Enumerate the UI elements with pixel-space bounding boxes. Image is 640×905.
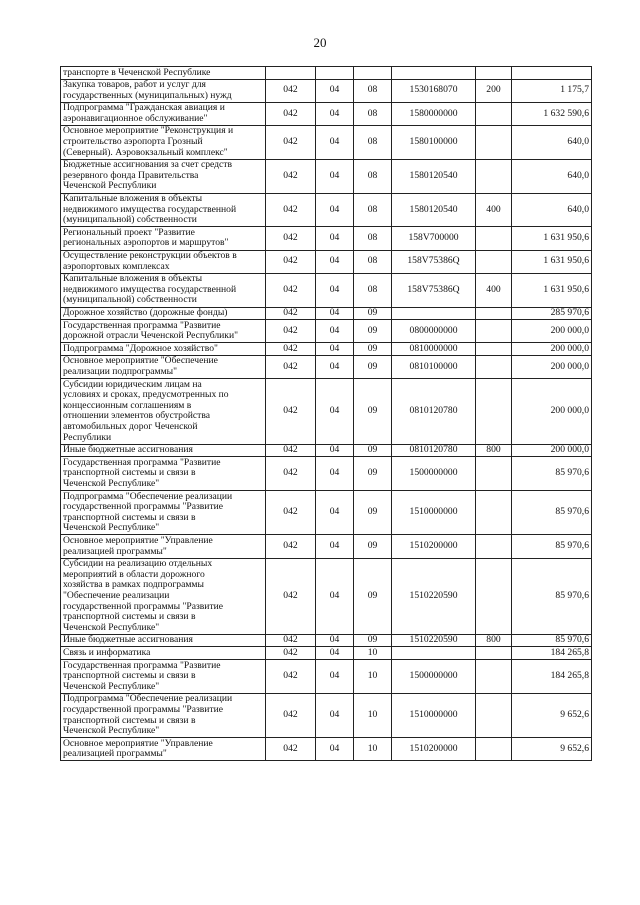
expense-type-code	[476, 125, 512, 159]
table-row	[61, 320, 592, 343]
target-article-code: 1580120540	[392, 159, 476, 193]
ved-code: 042	[266, 159, 316, 193]
amount: 200 000,0	[512, 355, 592, 378]
table-row	[61, 634, 592, 647]
amount: 85 970,6	[512, 634, 592, 647]
table-row	[61, 250, 592, 273]
page-number: 20	[313, 35, 327, 50]
ved-code: 042	[266, 355, 316, 378]
section-code: 04	[316, 693, 354, 737]
subsection-code: 10	[354, 693, 392, 737]
target-article-code: 1510220590	[392, 634, 476, 647]
ved-code: 042	[266, 491, 316, 535]
ved-code: 042	[266, 660, 316, 694]
ved-code: 042	[266, 738, 316, 761]
section-code: 04	[316, 227, 354, 250]
section-code: 04	[316, 125, 354, 159]
row-name: транспорте в Чеченской Республике	[61, 67, 266, 80]
expense-type-code	[476, 491, 512, 535]
ved-code: 042	[266, 102, 316, 125]
expense-type-code	[476, 355, 512, 378]
amount: 640,0	[512, 193, 592, 227]
row-name: Субсидии на реализацию отдельных мероприятий в области дорожного хозяйства в рамках подпрограммы "Обеспечение реализации государственной программы "Развитие транспортной системы и связи в Чеченской Республике"	[61, 558, 266, 634]
ved-code: 042	[266, 343, 316, 356]
row-name: Подпрограмма "Обеспечение реализации государственной программы "Развитие транспортной системы и связи в Чеченской Республике"	[61, 693, 266, 737]
row-name: Государственная программа "Развитие транспортной системы и связи в Чеченской Республике"	[61, 457, 266, 491]
table-row	[61, 159, 592, 193]
subsection-code: 10	[354, 660, 392, 694]
subsection-code: 10	[354, 647, 392, 660]
row-name: Основное мероприятие "Управление реализацией программы"	[61, 535, 266, 558]
row-name: Подпрограмма "Гражданская авиация и аэронавигационное обслуживание"	[61, 102, 266, 125]
section-code: 04	[316, 320, 354, 343]
table-row	[61, 67, 592, 80]
ved-code	[266, 67, 316, 80]
ved-code: 042	[266, 307, 316, 320]
subsection-code: 09	[354, 491, 392, 535]
section-code: 04	[316, 444, 354, 457]
target-article-code	[392, 647, 476, 660]
expense-type-code	[476, 307, 512, 320]
row-name: Государственная программа "Развитие транспортной системы и связи в Чеченской Республике"	[61, 660, 266, 694]
ved-code: 042	[266, 320, 316, 343]
row-name: Закупка товаров, работ и услуг для государственных (муниципальных) нужд	[61, 79, 266, 102]
expense-type-code	[476, 660, 512, 694]
row-name: Дорожное хозяйство (дорожные фонды)	[61, 307, 266, 320]
amount: 200 000,0	[512, 444, 592, 457]
amount: 9 652,6	[512, 738, 592, 761]
amount: 285 970,6	[512, 307, 592, 320]
table-row	[61, 660, 592, 694]
table-row	[61, 693, 592, 737]
amount: 85 970,6	[512, 457, 592, 491]
row-name: Бюджетные ассигнования за счет средств резервного фонда Правительства Чеченской Республики	[61, 159, 266, 193]
table-row	[61, 535, 592, 558]
row-name: Подпрограмма "Дорожное хозяйство"	[61, 343, 266, 356]
row-name: Основное мероприятие "Реконструкция и строительство аэропорта Грозный (Северный). Аэровокзальный комплекс"	[61, 125, 266, 159]
row-name: Капитальные вложения в объекты недвижимого имущества государственной (муниципальной) собственности	[61, 273, 266, 307]
subsection-code: 09	[354, 307, 392, 320]
amount: 200 000,0	[512, 379, 592, 445]
subsection-code: 09	[354, 320, 392, 343]
expense-type-code	[476, 343, 512, 356]
amount: 200 000,0	[512, 343, 592, 356]
subsection-code: 08	[354, 250, 392, 273]
expense-type-code	[476, 535, 512, 558]
row-name: Иные бюджетные ассигнования	[61, 444, 266, 457]
row-name: Капитальные вложения в объекты недвижимого имущества государственной (муниципальной) собственности	[61, 193, 266, 227]
ved-code: 042	[266, 558, 316, 634]
target-article-code: 1510200000	[392, 535, 476, 558]
subsection-code: 10	[354, 738, 392, 761]
section-code: 04	[316, 457, 354, 491]
table-row	[61, 355, 592, 378]
target-article-code: 1500000000	[392, 457, 476, 491]
section-code: 04	[316, 102, 354, 125]
amount: 85 970,6	[512, 558, 592, 634]
row-name: Связь и информатика	[61, 647, 266, 660]
subsection-code: 08	[354, 193, 392, 227]
table-row	[61, 738, 592, 761]
table-row	[61, 79, 592, 102]
subsection-code: 09	[354, 558, 392, 634]
amount: 85 970,6	[512, 535, 592, 558]
table-row	[61, 647, 592, 660]
ved-code: 042	[266, 444, 316, 457]
amount	[512, 67, 592, 80]
section-code: 04	[316, 634, 354, 647]
target-article-code: 1510220590	[392, 558, 476, 634]
amount: 184 265,8	[512, 660, 592, 694]
target-article-code: 0810100000	[392, 355, 476, 378]
section-code: 04	[316, 159, 354, 193]
subsection-code	[354, 67, 392, 80]
section-code: 04	[316, 273, 354, 307]
expense-type-code	[476, 102, 512, 125]
table-row	[61, 457, 592, 491]
target-article-code: 1510200000	[392, 738, 476, 761]
section-code: 04	[316, 535, 354, 558]
amount: 1 631 950,6	[512, 250, 592, 273]
ved-code: 042	[266, 125, 316, 159]
expense-type-code	[476, 647, 512, 660]
subsection-code: 09	[354, 343, 392, 356]
section-code: 04	[316, 343, 354, 356]
target-article-code	[392, 67, 476, 80]
expense-type-code: 400	[476, 273, 512, 307]
section-code: 04	[316, 738, 354, 761]
subsection-code: 08	[354, 102, 392, 125]
row-name: Региональный проект "Развитие региональных аэропортов и маршрутов"	[61, 227, 266, 250]
expense-type-code: 800	[476, 444, 512, 457]
subsection-code: 09	[354, 634, 392, 647]
expense-type-code	[476, 250, 512, 273]
ved-code: 042	[266, 79, 316, 102]
expense-type-code	[476, 693, 512, 737]
subsection-code: 09	[354, 444, 392, 457]
amount: 1 631 950,6	[512, 227, 592, 250]
target-article-code: 0810000000	[392, 343, 476, 356]
ved-code: 042	[266, 693, 316, 737]
target-article-code: 1530168070	[392, 79, 476, 102]
section-code: 04	[316, 79, 354, 102]
amount: 1 631 950,6	[512, 273, 592, 307]
ved-code: 042	[266, 193, 316, 227]
ved-code: 042	[266, 535, 316, 558]
row-name: Осуществление реконструкции объектов в аэропортовых комплексах	[61, 250, 266, 273]
ved-code: 042	[266, 379, 316, 445]
table-row	[61, 343, 592, 356]
amount: 1 632 590,6	[512, 102, 592, 125]
target-article-code: 1580000000	[392, 102, 476, 125]
table-row	[61, 444, 592, 457]
table-row	[61, 227, 592, 250]
section-code: 04	[316, 379, 354, 445]
subsection-code: 08	[354, 79, 392, 102]
amount: 640,0	[512, 125, 592, 159]
subsection-code: 09	[354, 379, 392, 445]
section-code	[316, 67, 354, 80]
target-article-code: 158V700000	[392, 227, 476, 250]
target-article-code: 1580120540	[392, 193, 476, 227]
row-name: Иные бюджетные ассигнования	[61, 634, 266, 647]
target-article-code: 1580100000	[392, 125, 476, 159]
subsection-code: 08	[354, 227, 392, 250]
amount: 1 175,7	[512, 79, 592, 102]
row-name: Государственная программа "Развитие дорожной отрасли Чеченской Республики"	[61, 320, 266, 343]
target-article-code: 158V75386Q	[392, 250, 476, 273]
expense-type-code	[476, 320, 512, 343]
expense-type-code	[476, 738, 512, 761]
table-row	[61, 125, 592, 159]
target-article-code: 0800000000	[392, 320, 476, 343]
expense-type-code	[476, 67, 512, 80]
section-code: 04	[316, 193, 354, 227]
amount: 184 265,8	[512, 647, 592, 660]
ved-code: 042	[266, 227, 316, 250]
subsection-code: 08	[354, 273, 392, 307]
table-row	[61, 273, 592, 307]
table-row	[61, 379, 592, 445]
section-code: 04	[316, 250, 354, 273]
expense-type-code	[476, 457, 512, 491]
subsection-code: 09	[354, 535, 392, 558]
subsection-code: 08	[354, 125, 392, 159]
target-article-code: 158V75386Q	[392, 273, 476, 307]
target-article-code	[392, 307, 476, 320]
row-name: Основное мероприятие "Управление реализацией программы"	[61, 738, 266, 761]
section-code: 04	[316, 660, 354, 694]
ved-code: 042	[266, 273, 316, 307]
amount: 200 000,0	[512, 320, 592, 343]
ved-code: 042	[266, 634, 316, 647]
row-name: Основное мероприятие "Обеспечение реализации подпрограммы"	[61, 355, 266, 378]
subsection-code: 08	[354, 159, 392, 193]
target-article-code: 0810120780	[392, 379, 476, 445]
row-name: Субсидии юридическим лицам на условиях и сроках, предусмотренных по концессионным соглашениям в отношении элементов обустройства автомобильных дорог Чеченской Республики	[61, 379, 266, 445]
expense-type-code: 800	[476, 634, 512, 647]
amount: 9 652,6	[512, 693, 592, 737]
table-row	[61, 307, 592, 320]
budget-table	[60, 66, 592, 761]
section-code: 04	[316, 491, 354, 535]
ved-code: 042	[266, 250, 316, 273]
ved-code: 042	[266, 457, 316, 491]
section-code: 04	[316, 558, 354, 634]
ved-code: 042	[266, 647, 316, 660]
table-row	[61, 491, 592, 535]
section-code: 04	[316, 647, 354, 660]
target-article-code: 1510000000	[392, 693, 476, 737]
expense-type-code: 200	[476, 79, 512, 102]
table-row	[61, 102, 592, 125]
expense-type-code	[476, 379, 512, 445]
table-row	[61, 193, 592, 227]
amount: 640,0	[512, 159, 592, 193]
row-name: Подпрограмма "Обеспечение реализации государственной программы "Развитие транспортной системы и связи в Чеченской Республике"	[61, 491, 266, 535]
expense-type-code	[476, 558, 512, 634]
expense-type-code	[476, 227, 512, 250]
section-code: 04	[316, 307, 354, 320]
target-article-code: 1510000000	[392, 491, 476, 535]
expense-type-code: 400	[476, 193, 512, 227]
subsection-code: 09	[354, 457, 392, 491]
section-code: 04	[316, 355, 354, 378]
amount: 85 970,6	[512, 491, 592, 535]
subsection-code: 09	[354, 355, 392, 378]
expense-type-code	[476, 159, 512, 193]
target-article-code: 0810120780	[392, 444, 476, 457]
target-article-code: 1500000000	[392, 660, 476, 694]
table-row	[61, 558, 592, 634]
